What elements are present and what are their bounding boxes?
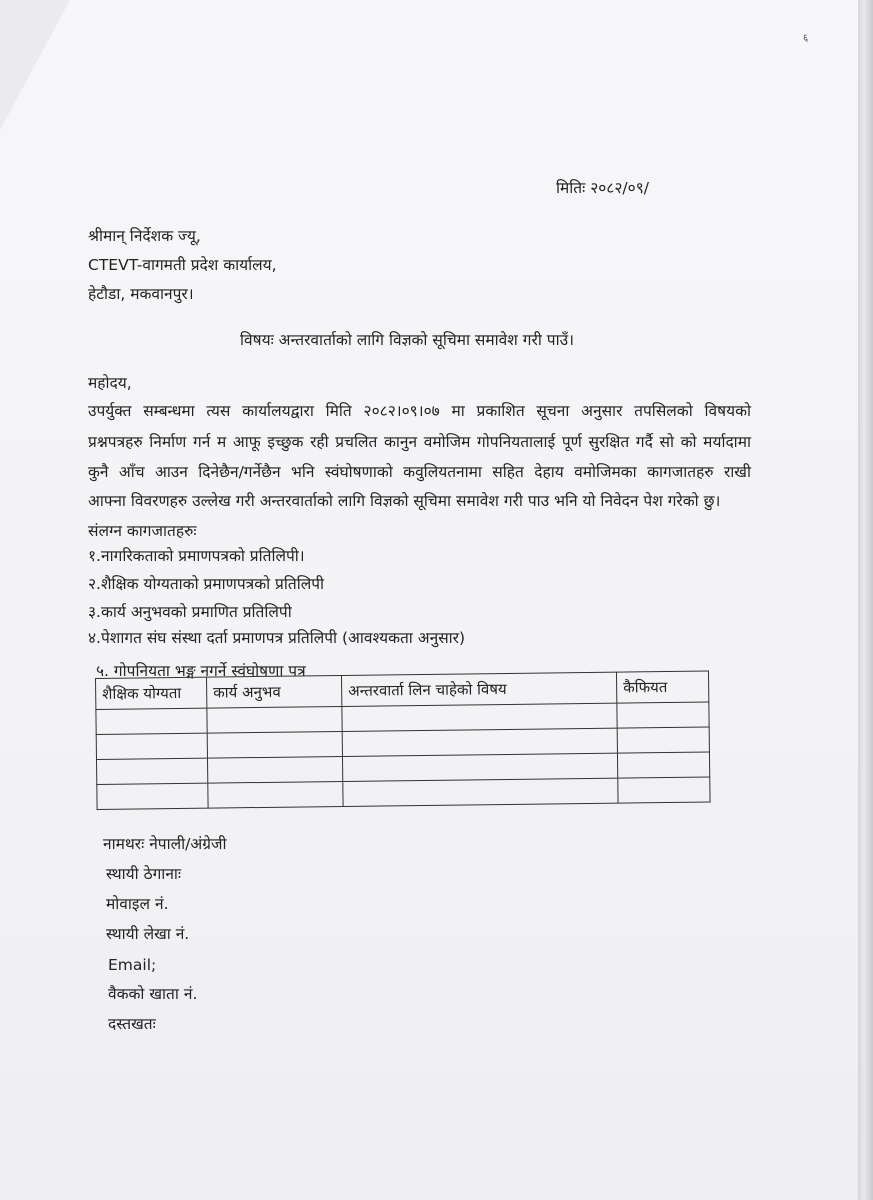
table-cell[interactable] bbox=[342, 728, 617, 756]
table-cell[interactable] bbox=[342, 703, 617, 731]
document-date: मितिः २०८२/०९/ bbox=[556, 179, 649, 197]
table-cell[interactable] bbox=[207, 756, 342, 783]
column-header: कैफियत bbox=[616, 671, 708, 703]
table-cell[interactable] bbox=[617, 702, 709, 728]
field-mobile: मोवाइल नं. bbox=[106, 895, 169, 913]
table-cell[interactable] bbox=[96, 733, 207, 759]
attachments-heading: संलग्न कागजातहरुः bbox=[88, 522, 197, 540]
details-table bbox=[95, 670, 711, 809]
table-cell[interactable] bbox=[96, 708, 207, 734]
column-header: कार्य अनुभव bbox=[206, 675, 341, 708]
field-email: Email; bbox=[108, 956, 157, 974]
attachment-item: ३.कार्य अनुभवको प्रमाणित प्रतिलिपी bbox=[88, 603, 292, 621]
table-cell[interactable] bbox=[208, 781, 343, 808]
body-line: प्रश्नपत्रहरु निर्माण गर्न म आफू इच्छुक रही प्रचलित कानुन वमोजिम गोपनियतालाई पूर्ण सुरक्षित गर्दै सो को मर्यादामा bbox=[88, 433, 751, 451]
table-cell[interactable] bbox=[342, 753, 617, 781]
table-cell[interactable] bbox=[207, 731, 342, 758]
field-pan: स्थायी लेखा नं. bbox=[106, 925, 190, 943]
attachment-item: ४.पेशागत संघ संस्था दर्ता प्रमाणपत्र प्रतिलिपी (आवश्यकता अनुसार) bbox=[88, 629, 466, 647]
table-cell[interactable] bbox=[343, 778, 618, 806]
attachment-item: १.नागरिकताको प्रमाणपत्रको प्रतिलिपी। bbox=[88, 547, 305, 565]
field-bank-account: वैकको खाता नं. bbox=[108, 985, 198, 1003]
recipient-title: श्रीमान् निर्देशक ज्यू, bbox=[88, 227, 201, 245]
attachment-item: २.शैक्षिक योग्यताको प्रमाणपत्रको प्रतिलिपी bbox=[88, 575, 325, 593]
scanner-edge bbox=[858, 0, 873, 1200]
attachment-item: ५. गोपनियता भङ्ग नगर्ने स्वंघोषणा पत्र bbox=[96, 662, 306, 680]
table-cell[interactable] bbox=[96, 758, 207, 784]
column-header: अन्तरवार्ता लिन चाहेको विषय bbox=[341, 672, 616, 706]
body-line: उपर्युक्त सम्बन्धमा त्यस कार्यालयद्वारा मिति २०८२।०९।०७ मा प्रकाशित सूचना अनुसार तपसिलको विषयको bbox=[88, 402, 751, 420]
body-line: कुनै आँच आउन दिनेछैन/गर्नेछैन भनि स्वंघोषणाको कवुलियतनामा सहित देहाय वमोजिमका कागजातहरु राखी bbox=[88, 463, 751, 481]
table-cell[interactable] bbox=[207, 706, 342, 733]
recipient-office: CTEVT-वागमती प्रदेश कार्यालय, bbox=[88, 256, 277, 274]
field-permanent-address: स्थायी ठेगानाः bbox=[106, 865, 182, 883]
recipient-address: हेटौडा, मकवानपुर। bbox=[88, 285, 194, 303]
folded-corner bbox=[0, 0, 70, 130]
subject-line: विषयः अन्तरवार्ताको लागि विज्ञको सूचिमा समावेश गरी पाउँ। bbox=[240, 331, 574, 349]
column-header: शैक्षिक योग्यता bbox=[96, 677, 207, 709]
salutation: महोदय, bbox=[88, 374, 132, 392]
table-cell[interactable] bbox=[617, 752, 709, 778]
table-cell[interactable] bbox=[97, 783, 208, 809]
field-signature: दस्तखतः bbox=[108, 1015, 156, 1033]
table-cell[interactable] bbox=[617, 727, 709, 753]
page-number: ६ bbox=[803, 33, 809, 44]
body-line: आफ्ना विवरणहरु उल्लेख गरी अन्तरवार्ताको लागि विज्ञको सूचिमा समावेश गरी पाउ भनि यो निवेदन पेश गरेको छु। bbox=[88, 492, 721, 510]
table-cell[interactable] bbox=[618, 777, 710, 803]
field-name: नामथरः नेपाली/अंग्रेजी bbox=[103, 835, 227, 853]
